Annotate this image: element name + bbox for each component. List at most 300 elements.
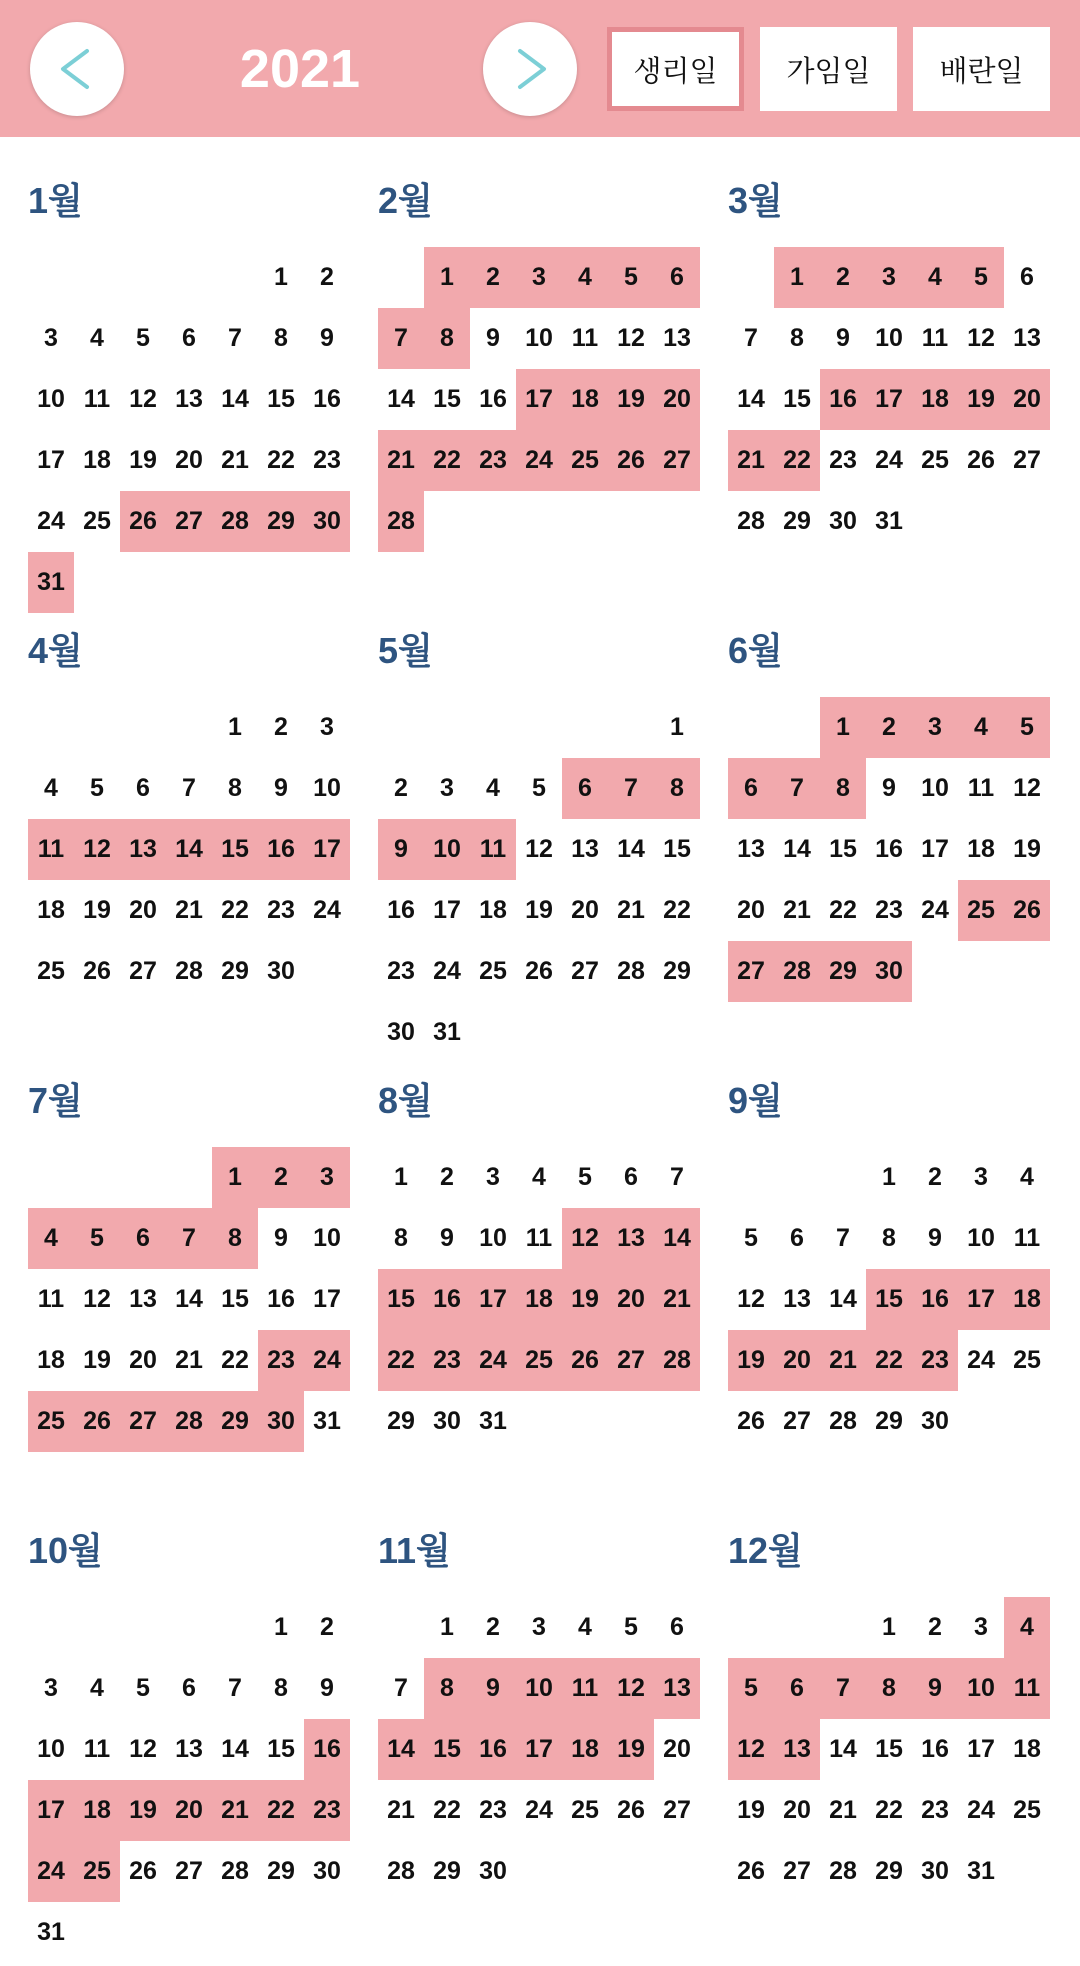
- day-cell[interactable]: 14: [166, 819, 212, 880]
- day-cell[interactable]: 10: [479, 1224, 507, 1252]
- day-cell[interactable]: 29: [221, 957, 249, 985]
- day-cell[interactable]: 24: [313, 896, 341, 924]
- day-cell[interactable]: 7: [228, 324, 242, 352]
- prev-year-button[interactable]: [30, 22, 124, 116]
- day-cell[interactable]: 14: [654, 1208, 700, 1269]
- day-cell[interactable]: 6: [182, 1674, 196, 1702]
- day-cell[interactable]: 16: [267, 1285, 295, 1313]
- day-cell[interactable]: 8: [394, 1224, 408, 1252]
- day-cell[interactable]: 9: [486, 324, 500, 352]
- day-cell[interactable]: 24: [967, 1796, 995, 1824]
- day-cell[interactable]: 21: [212, 1780, 258, 1841]
- day-cell[interactable]: 7: [166, 1208, 212, 1269]
- day-cell[interactable]: 21: [378, 430, 424, 491]
- day-cell[interactable]: 25: [921, 446, 949, 474]
- day-cell[interactable]: 6: [120, 1208, 166, 1269]
- day-cell[interactable]: 19: [608, 1719, 654, 1780]
- day-cell[interactable]: 27: [783, 1407, 811, 1435]
- day-cell[interactable]: 16: [470, 1719, 516, 1780]
- day-cell[interactable]: 2: [320, 1613, 334, 1641]
- day-cell[interactable]: 7: [228, 1674, 242, 1702]
- day-cell[interactable]: 14: [221, 385, 249, 413]
- day-cell[interactable]: 8: [790, 324, 804, 352]
- day-cell[interactable]: 24: [875, 446, 903, 474]
- day-cell[interactable]: 2: [866, 697, 912, 758]
- day-cell[interactable]: 19: [1013, 835, 1041, 863]
- day-cell[interactable]: 8: [424, 308, 470, 369]
- day-cell[interactable]: 18: [516, 1269, 562, 1330]
- day-cell[interactable]: 13: [737, 835, 765, 863]
- day-cell[interactable]: 25: [562, 430, 608, 491]
- day-cell[interactable]: 7: [182, 774, 196, 802]
- day-cell[interactable]: 17: [958, 1269, 1004, 1330]
- day-cell[interactable]: 7: [836, 1224, 850, 1252]
- day-cell[interactable]: 30: [921, 1407, 949, 1435]
- day-cell[interactable]: 10: [37, 385, 65, 413]
- day-cell[interactable]: 10: [958, 1658, 1004, 1719]
- day-cell[interactable]: 1: [882, 1613, 896, 1641]
- day-cell[interactable]: 23: [829, 446, 857, 474]
- day-cell[interactable]: 12: [728, 1719, 774, 1780]
- day-cell[interactable]: 21: [221, 446, 249, 474]
- day-cell[interactable]: 8: [228, 774, 242, 802]
- day-cell[interactable]: 7: [774, 758, 820, 819]
- day-cell[interactable]: 20: [608, 1269, 654, 1330]
- day-cell[interactable]: 17: [37, 446, 65, 474]
- day-cell[interactable]: 15: [663, 835, 691, 863]
- day-cell[interactable]: 25: [1013, 1346, 1041, 1374]
- day-cell[interactable]: 11: [921, 324, 949, 352]
- day-cell[interactable]: 19: [562, 1269, 608, 1330]
- day-cell[interactable]: 6: [624, 1163, 638, 1191]
- day-cell[interactable]: 11: [83, 1735, 111, 1763]
- day-cell[interactable]: 24: [28, 1841, 74, 1902]
- day-cell[interactable]: 30: [304, 491, 350, 552]
- day-cell[interactable]: 15: [829, 835, 857, 863]
- day-cell[interactable]: 15: [875, 1735, 903, 1763]
- filter-ovulation-button[interactable]: 배란일: [913, 27, 1050, 111]
- day-cell[interactable]: 12: [1013, 774, 1041, 802]
- day-cell[interactable]: 17: [313, 1285, 341, 1313]
- day-cell[interactable]: 11: [967, 774, 995, 802]
- day-cell[interactable]: 31: [433, 1018, 461, 1046]
- day-cell[interactable]: 1: [274, 263, 288, 291]
- day-cell[interactable]: 27: [120, 1391, 166, 1452]
- day-cell[interactable]: 15: [267, 1735, 295, 1763]
- day-cell[interactable]: 28: [166, 1391, 212, 1452]
- day-cell[interactable]: 23: [304, 1780, 350, 1841]
- day-cell[interactable]: 20: [654, 369, 700, 430]
- day-cell[interactable]: 21: [617, 896, 645, 924]
- day-cell[interactable]: 1: [424, 247, 470, 308]
- day-cell[interactable]: 10: [525, 324, 553, 352]
- day-cell[interactable]: 2: [820, 247, 866, 308]
- day-cell[interactable]: 12: [129, 385, 157, 413]
- day-cell[interactable]: 13: [663, 324, 691, 352]
- day-cell[interactable]: 20: [175, 446, 203, 474]
- day-cell[interactable]: 28: [774, 941, 820, 1002]
- day-cell[interactable]: 28: [829, 1857, 857, 1885]
- day-cell[interactable]: 4: [90, 324, 104, 352]
- day-cell[interactable]: 27: [728, 941, 774, 1002]
- day-cell[interactable]: 31: [875, 507, 903, 535]
- day-cell[interactable]: 20: [129, 896, 157, 924]
- day-cell[interactable]: 21: [829, 1796, 857, 1824]
- day-cell[interactable]: 4: [44, 774, 58, 802]
- day-cell[interactable]: 29: [433, 1857, 461, 1885]
- day-cell[interactable]: 22: [221, 896, 249, 924]
- day-cell[interactable]: 7: [608, 758, 654, 819]
- day-cell[interactable]: 2: [394, 774, 408, 802]
- day-cell[interactable]: 7: [378, 308, 424, 369]
- day-cell[interactable]: 2: [928, 1163, 942, 1191]
- day-cell[interactable]: 18: [1004, 1269, 1050, 1330]
- day-cell[interactable]: 31: [313, 1407, 341, 1435]
- day-cell[interactable]: 4: [912, 247, 958, 308]
- day-cell[interactable]: 29: [663, 957, 691, 985]
- day-cell[interactable]: 30: [267, 957, 295, 985]
- day-cell[interactable]: 24: [433, 957, 461, 985]
- day-cell[interactable]: 3: [44, 324, 58, 352]
- day-cell[interactable]: 16: [258, 819, 304, 880]
- day-cell[interactable]: 13: [774, 1719, 820, 1780]
- day-cell[interactable]: 26: [967, 446, 995, 474]
- day-cell[interactable]: 4: [1020, 1163, 1034, 1191]
- day-cell[interactable]: 27: [663, 1796, 691, 1824]
- day-cell[interactable]: 6: [670, 1613, 684, 1641]
- day-cell[interactable]: 25: [571, 1796, 599, 1824]
- day-cell[interactable]: 6: [774, 1658, 820, 1719]
- day-cell[interactable]: 12: [617, 324, 645, 352]
- day-cell[interactable]: 20: [1004, 369, 1050, 430]
- day-cell[interactable]: 20: [129, 1346, 157, 1374]
- day-cell[interactable]: 14: [829, 1735, 857, 1763]
- day-cell[interactable]: 11: [562, 1658, 608, 1719]
- day-cell[interactable]: 4: [486, 774, 500, 802]
- day-cell[interactable]: 16: [313, 385, 341, 413]
- day-cell[interactable]: 16: [921, 1735, 949, 1763]
- day-cell[interactable]: 10: [313, 1224, 341, 1252]
- day-cell[interactable]: 25: [516, 1330, 562, 1391]
- day-cell[interactable]: 24: [470, 1330, 516, 1391]
- day-cell[interactable]: 13: [654, 1658, 700, 1719]
- day-cell[interactable]: 10: [921, 774, 949, 802]
- day-cell[interactable]: 20: [783, 1796, 811, 1824]
- day-cell[interactable]: 27: [175, 1857, 203, 1885]
- day-cell[interactable]: 4: [532, 1163, 546, 1191]
- day-cell[interactable]: 19: [728, 1330, 774, 1391]
- day-cell[interactable]: 25: [37, 957, 65, 985]
- day-cell[interactable]: 21: [820, 1330, 866, 1391]
- day-cell[interactable]: 15: [267, 385, 295, 413]
- day-cell[interactable]: 9: [274, 1224, 288, 1252]
- day-cell[interactable]: 18: [37, 896, 65, 924]
- day-cell[interactable]: 3: [304, 1147, 350, 1208]
- day-cell[interactable]: 10: [424, 819, 470, 880]
- day-cell[interactable]: 12: [737, 1285, 765, 1313]
- day-cell[interactable]: 14: [387, 385, 415, 413]
- day-cell[interactable]: 2: [928, 1613, 942, 1641]
- day-cell[interactable]: 6: [562, 758, 608, 819]
- day-cell[interactable]: 28: [737, 507, 765, 535]
- day-cell[interactable]: 30: [866, 941, 912, 1002]
- day-cell[interactable]: 11: [1013, 1224, 1041, 1252]
- day-cell[interactable]: 19: [737, 1796, 765, 1824]
- day-cell[interactable]: 1: [670, 713, 684, 741]
- day-cell[interactable]: 29: [783, 507, 811, 535]
- day-cell[interactable]: 30: [829, 507, 857, 535]
- day-cell[interactable]: 2: [486, 1613, 500, 1641]
- day-cell[interactable]: 10: [313, 774, 341, 802]
- day-cell[interactable]: 19: [608, 369, 654, 430]
- day-cell[interactable]: 3: [44, 1674, 58, 1702]
- day-cell[interactable]: 23: [921, 1796, 949, 1824]
- day-cell[interactable]: 9: [320, 324, 334, 352]
- day-cell[interactable]: 27: [783, 1857, 811, 1885]
- day-cell[interactable]: 5: [624, 1613, 638, 1641]
- day-cell[interactable]: 24: [525, 1796, 553, 1824]
- day-cell[interactable]: 29: [875, 1857, 903, 1885]
- day-cell[interactable]: 22: [221, 1346, 249, 1374]
- day-cell[interactable]: 1: [440, 1613, 454, 1641]
- day-cell[interactable]: 13: [175, 385, 203, 413]
- day-cell[interactable]: 23: [267, 896, 295, 924]
- day-cell[interactable]: 30: [433, 1407, 461, 1435]
- day-cell[interactable]: 17: [516, 1719, 562, 1780]
- day-cell[interactable]: 5: [728, 1658, 774, 1719]
- day-cell[interactable]: 22: [433, 1796, 461, 1824]
- day-cell[interactable]: 11: [37, 1285, 65, 1313]
- day-cell[interactable]: 31: [479, 1407, 507, 1435]
- day-cell[interactable]: 17: [921, 835, 949, 863]
- day-cell[interactable]: 11: [83, 385, 111, 413]
- day-cell[interactable]: 9: [470, 1658, 516, 1719]
- day-cell[interactable]: 20: [663, 1735, 691, 1763]
- day-cell[interactable]: 8: [882, 1224, 896, 1252]
- day-cell[interactable]: 13: [129, 1285, 157, 1313]
- day-cell[interactable]: 23: [479, 1796, 507, 1824]
- day-cell[interactable]: 31: [28, 552, 74, 613]
- day-cell[interactable]: 1: [774, 247, 820, 308]
- day-cell[interactable]: 11: [1004, 1658, 1050, 1719]
- day-cell[interactable]: 3: [974, 1613, 988, 1641]
- day-cell[interactable]: 18: [479, 896, 507, 924]
- day-cell[interactable]: 8: [654, 758, 700, 819]
- day-cell[interactable]: 24: [37, 507, 65, 535]
- day-cell[interactable]: 1: [820, 697, 866, 758]
- day-cell[interactable]: 6: [790, 1224, 804, 1252]
- day-cell[interactable]: 7: [394, 1674, 408, 1702]
- day-cell[interactable]: 22: [774, 430, 820, 491]
- day-cell[interactable]: 21: [728, 430, 774, 491]
- day-cell[interactable]: 9: [320, 1674, 334, 1702]
- day-cell[interactable]: 10: [37, 1735, 65, 1763]
- day-cell[interactable]: 22: [829, 896, 857, 924]
- day-cell[interactable]: 9: [378, 819, 424, 880]
- day-cell[interactable]: 4: [28, 1208, 74, 1269]
- day-cell[interactable]: 4: [90, 1674, 104, 1702]
- day-cell[interactable]: 5: [608, 247, 654, 308]
- day-cell[interactable]: 28: [387, 1857, 415, 1885]
- day-cell[interactable]: 25: [83, 507, 111, 535]
- day-cell[interactable]: 17: [433, 896, 461, 924]
- day-cell[interactable]: 3: [516, 247, 562, 308]
- day-cell[interactable]: 23: [912, 1330, 958, 1391]
- day-cell[interactable]: 17: [304, 819, 350, 880]
- day-cell[interactable]: 20: [166, 1780, 212, 1841]
- day-cell[interactable]: 14: [617, 835, 645, 863]
- day-cell[interactable]: 25: [28, 1391, 74, 1452]
- day-cell[interactable]: 2: [440, 1163, 454, 1191]
- day-cell[interactable]: 5: [532, 774, 546, 802]
- day-cell[interactable]: 27: [166, 491, 212, 552]
- day-cell[interactable]: 28: [212, 491, 258, 552]
- day-cell[interactable]: 9: [912, 1658, 958, 1719]
- day-cell[interactable]: 14: [221, 1735, 249, 1763]
- day-cell[interactable]: 12: [562, 1208, 608, 1269]
- day-cell[interactable]: 7: [744, 324, 758, 352]
- day-cell[interactable]: 22: [258, 1780, 304, 1841]
- day-cell[interactable]: 14: [829, 1285, 857, 1313]
- day-cell[interactable]: 18: [562, 1719, 608, 1780]
- day-cell[interactable]: 9: [440, 1224, 454, 1252]
- day-cell[interactable]: 11: [525, 1224, 553, 1252]
- day-cell[interactable]: 4: [958, 697, 1004, 758]
- day-cell[interactable]: 12: [83, 1285, 111, 1313]
- day-cell[interactable]: 18: [562, 369, 608, 430]
- day-cell[interactable]: 22: [424, 430, 470, 491]
- day-cell[interactable]: 20: [774, 1330, 820, 1391]
- day-cell[interactable]: 23: [470, 430, 516, 491]
- day-cell[interactable]: 26: [83, 957, 111, 985]
- day-cell[interactable]: 6: [654, 247, 700, 308]
- day-cell[interactable]: 18: [1013, 1735, 1041, 1763]
- day-cell[interactable]: 18: [967, 835, 995, 863]
- day-cell[interactable]: 8: [274, 324, 288, 352]
- day-cell[interactable]: 3: [912, 697, 958, 758]
- day-cell[interactable]: 26: [562, 1330, 608, 1391]
- day-cell[interactable]: 3: [974, 1163, 988, 1191]
- day-cell[interactable]: 2: [470, 247, 516, 308]
- day-cell[interactable]: 22: [663, 896, 691, 924]
- day-cell[interactable]: 9: [928, 1224, 942, 1252]
- day-cell[interactable]: 15: [221, 1285, 249, 1313]
- day-cell[interactable]: 17: [866, 369, 912, 430]
- day-cell[interactable]: 26: [737, 1857, 765, 1885]
- day-cell[interactable]: 5: [744, 1224, 758, 1252]
- day-cell[interactable]: 5: [578, 1163, 592, 1191]
- day-cell[interactable]: 11: [571, 324, 599, 352]
- day-cell[interactable]: 6: [728, 758, 774, 819]
- day-cell[interactable]: 26: [120, 491, 166, 552]
- day-cell[interactable]: 7: [820, 1658, 866, 1719]
- day-cell[interactable]: 13: [608, 1208, 654, 1269]
- day-cell[interactable]: 9: [274, 774, 288, 802]
- day-cell[interactable]: 3: [532, 1613, 546, 1641]
- day-cell[interactable]: 13: [571, 835, 599, 863]
- day-cell[interactable]: 12: [74, 819, 120, 880]
- day-cell[interactable]: 1: [394, 1163, 408, 1191]
- day-cell[interactable]: 26: [525, 957, 553, 985]
- day-cell[interactable]: 21: [654, 1269, 700, 1330]
- day-cell[interactable]: 19: [120, 1780, 166, 1841]
- day-cell[interactable]: 19: [525, 896, 553, 924]
- day-cell[interactable]: 1: [274, 1613, 288, 1641]
- day-cell[interactable]: 19: [129, 446, 157, 474]
- day-cell[interactable]: 18: [74, 1780, 120, 1841]
- filter-period-button[interactable]: 생리일: [607, 27, 744, 111]
- day-cell[interactable]: 8: [424, 1658, 470, 1719]
- day-cell[interactable]: 9: [836, 324, 850, 352]
- day-cell[interactable]: 16: [479, 385, 507, 413]
- day-cell[interactable]: 5: [958, 247, 1004, 308]
- day-cell[interactable]: 27: [608, 1330, 654, 1391]
- day-cell[interactable]: 27: [1013, 446, 1041, 474]
- day-cell[interactable]: 2: [258, 1147, 304, 1208]
- day-cell[interactable]: 21: [175, 896, 203, 924]
- day-cell[interactable]: 27: [129, 957, 157, 985]
- day-cell[interactable]: 5: [136, 324, 150, 352]
- day-cell[interactable]: 5: [136, 1674, 150, 1702]
- day-cell[interactable]: 25: [479, 957, 507, 985]
- day-cell[interactable]: 14: [175, 1285, 203, 1313]
- day-cell[interactable]: 4: [562, 247, 608, 308]
- day-cell[interactable]: 1: [882, 1163, 896, 1191]
- day-cell[interactable]: 29: [267, 1857, 295, 1885]
- day-cell[interactable]: 12: [608, 1658, 654, 1719]
- day-cell[interactable]: 6: [136, 774, 150, 802]
- day-cell[interactable]: 6: [182, 324, 196, 352]
- day-cell[interactable]: 24: [921, 896, 949, 924]
- day-cell[interactable]: 8: [274, 1674, 288, 1702]
- day-cell[interactable]: 15: [433, 385, 461, 413]
- day-cell[interactable]: 18: [83, 446, 111, 474]
- day-cell[interactable]: 10: [875, 324, 903, 352]
- day-cell[interactable]: 10: [967, 1224, 995, 1252]
- day-cell[interactable]: 30: [258, 1391, 304, 1452]
- day-cell[interactable]: 3: [486, 1163, 500, 1191]
- day-cell[interactable]: 16: [820, 369, 866, 430]
- day-cell[interactable]: 17: [516, 369, 562, 430]
- day-cell[interactable]: 28: [654, 1330, 700, 1391]
- day-cell[interactable]: 14: [378, 1719, 424, 1780]
- day-cell[interactable]: 11: [28, 819, 74, 880]
- day-cell[interactable]: 31: [967, 1857, 995, 1885]
- day-cell[interactable]: 3: [320, 713, 334, 741]
- day-cell[interactable]: 6: [1020, 263, 1034, 291]
- day-cell[interactable]: 28: [221, 1857, 249, 1885]
- day-cell[interactable]: 29: [875, 1407, 903, 1435]
- day-cell[interactable]: 20: [571, 896, 599, 924]
- day-cell[interactable]: 29: [820, 941, 866, 1002]
- day-cell[interactable]: 8: [212, 1208, 258, 1269]
- day-cell[interactable]: 4: [578, 1613, 592, 1641]
- day-cell[interactable]: 26: [617, 1796, 645, 1824]
- day-cell[interactable]: 22: [866, 1330, 912, 1391]
- day-cell[interactable]: 30: [387, 1018, 415, 1046]
- day-cell[interactable]: 2: [320, 263, 334, 291]
- day-cell[interactable]: 19: [83, 1346, 111, 1374]
- day-cell[interactable]: 21: [387, 1796, 415, 1824]
- day-cell[interactable]: 29: [258, 491, 304, 552]
- day-cell[interactable]: 8: [820, 758, 866, 819]
- day-cell[interactable]: 24: [967, 1346, 995, 1374]
- day-cell[interactable]: 20: [737, 896, 765, 924]
- day-cell[interactable]: 29: [212, 1391, 258, 1452]
- day-cell[interactable]: 25: [1013, 1796, 1041, 1824]
- day-cell[interactable]: 13: [175, 1735, 203, 1763]
- day-cell[interactable]: 15: [424, 1719, 470, 1780]
